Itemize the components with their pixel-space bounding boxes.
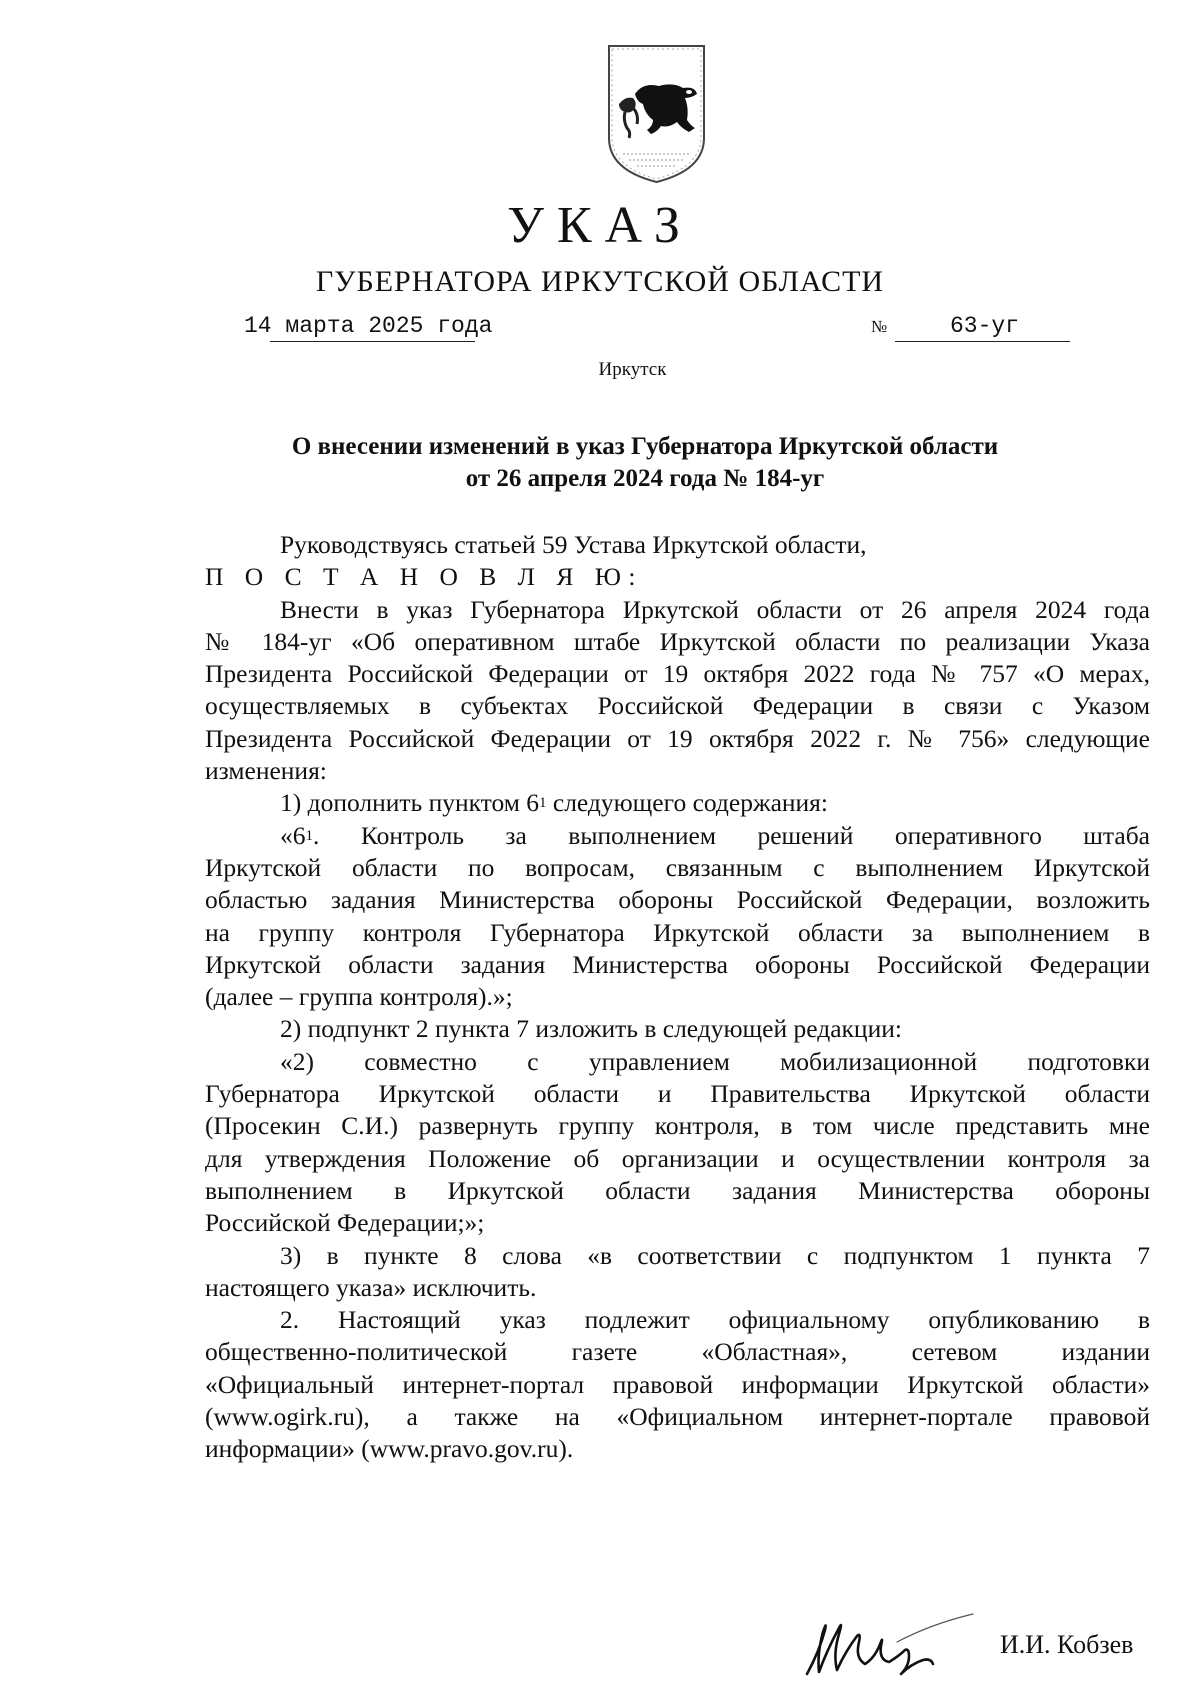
body-line: (www.ogirk.ru), а также на «Официальном интернет-портале правовой [205, 1402, 1150, 1432]
body-line: «Официальный интернет-портал правовой информации Иркутской области» [205, 1369, 1150, 1399]
body-line [205, 820, 1150, 852]
date-underline [270, 341, 475, 342]
handwritten-signature [805, 1602, 975, 1680]
body-text: . Контроль за выполнением решений оперативного штаба [313, 820, 1150, 850]
body-line: Губернатора Иркутской области и Правительства Иркутской области [205, 1079, 1150, 1109]
title-line: О внесении изменений в указ Губернатора Иркутской области [291, 433, 999, 460]
body-line: на группу контроля Губернатора Иркутской области за выполнением в [205, 917, 1150, 947]
body-line: изменения: [205, 756, 327, 786]
body-line: областью задания Министерства обороны Российской Федерации, возложить [205, 885, 1150, 915]
body-line: № 184-уг «Об оперативном штабе Иркутской области по реализации Указа [205, 626, 1150, 656]
number-underline [895, 341, 1070, 342]
body-line: для утверждения Положение об организации и осуществлении контроля за [205, 1143, 1150, 1173]
body-text: «6 [280, 820, 306, 850]
body-text [280, 820, 313, 852]
body-line: выполнением в Иркутской области задания Министерства обороны [205, 1175, 1150, 1205]
body-line: Иркутской области по вопросам, связанным с выполнением Иркутской [205, 852, 1150, 882]
superscript: 1 [539, 795, 547, 812]
body-line: Президента Российской Федерации от 19 октября 2022 г. № 756» следующие [205, 723, 1150, 753]
body-line: Внести в указ Губернатора Иркутской области от 26 апреля 2024 года [280, 594, 1150, 624]
body-text: следующего содержания: [546, 788, 828, 818]
body-line: общественно-политической газете «Областная», сетевом издании [205, 1337, 1150, 1367]
document-type-heading: УКАЗ [507, 197, 693, 254]
coat-of-arms-emblem [603, 42, 710, 184]
decree-number: 63-уг [950, 313, 1020, 339]
body-line: Иркутской области задания Министерства обороны Российской Федерации [205, 949, 1150, 979]
body-line: осуществляемых в субъектах Российской Федерации в связи с Указом [205, 691, 1150, 721]
place-of-issue: Иркутск [598, 359, 667, 380]
number-sign: № [871, 317, 888, 336]
body-line: Российской Федерации;»; [205, 1208, 485, 1238]
decree-operative-word: П О С Т А Н О В Л Я Ю: [205, 562, 644, 592]
body-line: (Просекин С.И.) развернуть группу контроля, в том числе представить мне [205, 1111, 1150, 1141]
issuing-authority-heading: ГУБЕРНАТОРА ИРКУТСКОЙ ОБЛАСТИ [315, 265, 885, 298]
amendment-item-2: 2) подпункт 2 пункта 7 изложить в следующей редакции: [280, 1014, 902, 1044]
body-line: информации» (www.pravo.gov.ru). [205, 1434, 574, 1464]
signer-name: И.И. Кобзев [1000, 1630, 1134, 1659]
body-line: Президента Российской Федерации от 19 октября 2022 года № 757 «О мерах, [205, 659, 1150, 689]
superscript: 1 [305, 827, 313, 844]
body-line: настоящего указа» исключить. [205, 1272, 537, 1302]
publication-clause: 2. Настоящий указ подлежит официальному опубликованию в [280, 1305, 1150, 1335]
body-line: Руководствуясь статьей 59 Устава Иркутской области, [280, 530, 867, 559]
body-text: 1) дополнить пунктом 6 [280, 788, 539, 818]
amendment-item-1 [205, 787, 1150, 819]
body-line: (далее – группа контроля).»; [205, 982, 513, 1012]
decree-date: 14 марта 2025 года [244, 313, 493, 339]
body-line: «2) совместно с управлением мобилизационной подготовки [280, 1046, 1150, 1076]
title-line: от 26 апреля 2024 года № 184-уг [465, 465, 825, 492]
amendment-item-3: 3) в пункте 8 слова «в соответствии с подпунктом 1 пункта 7 [280, 1240, 1150, 1270]
decree-title [200, 431, 1090, 495]
decree-body [205, 529, 1150, 1466]
